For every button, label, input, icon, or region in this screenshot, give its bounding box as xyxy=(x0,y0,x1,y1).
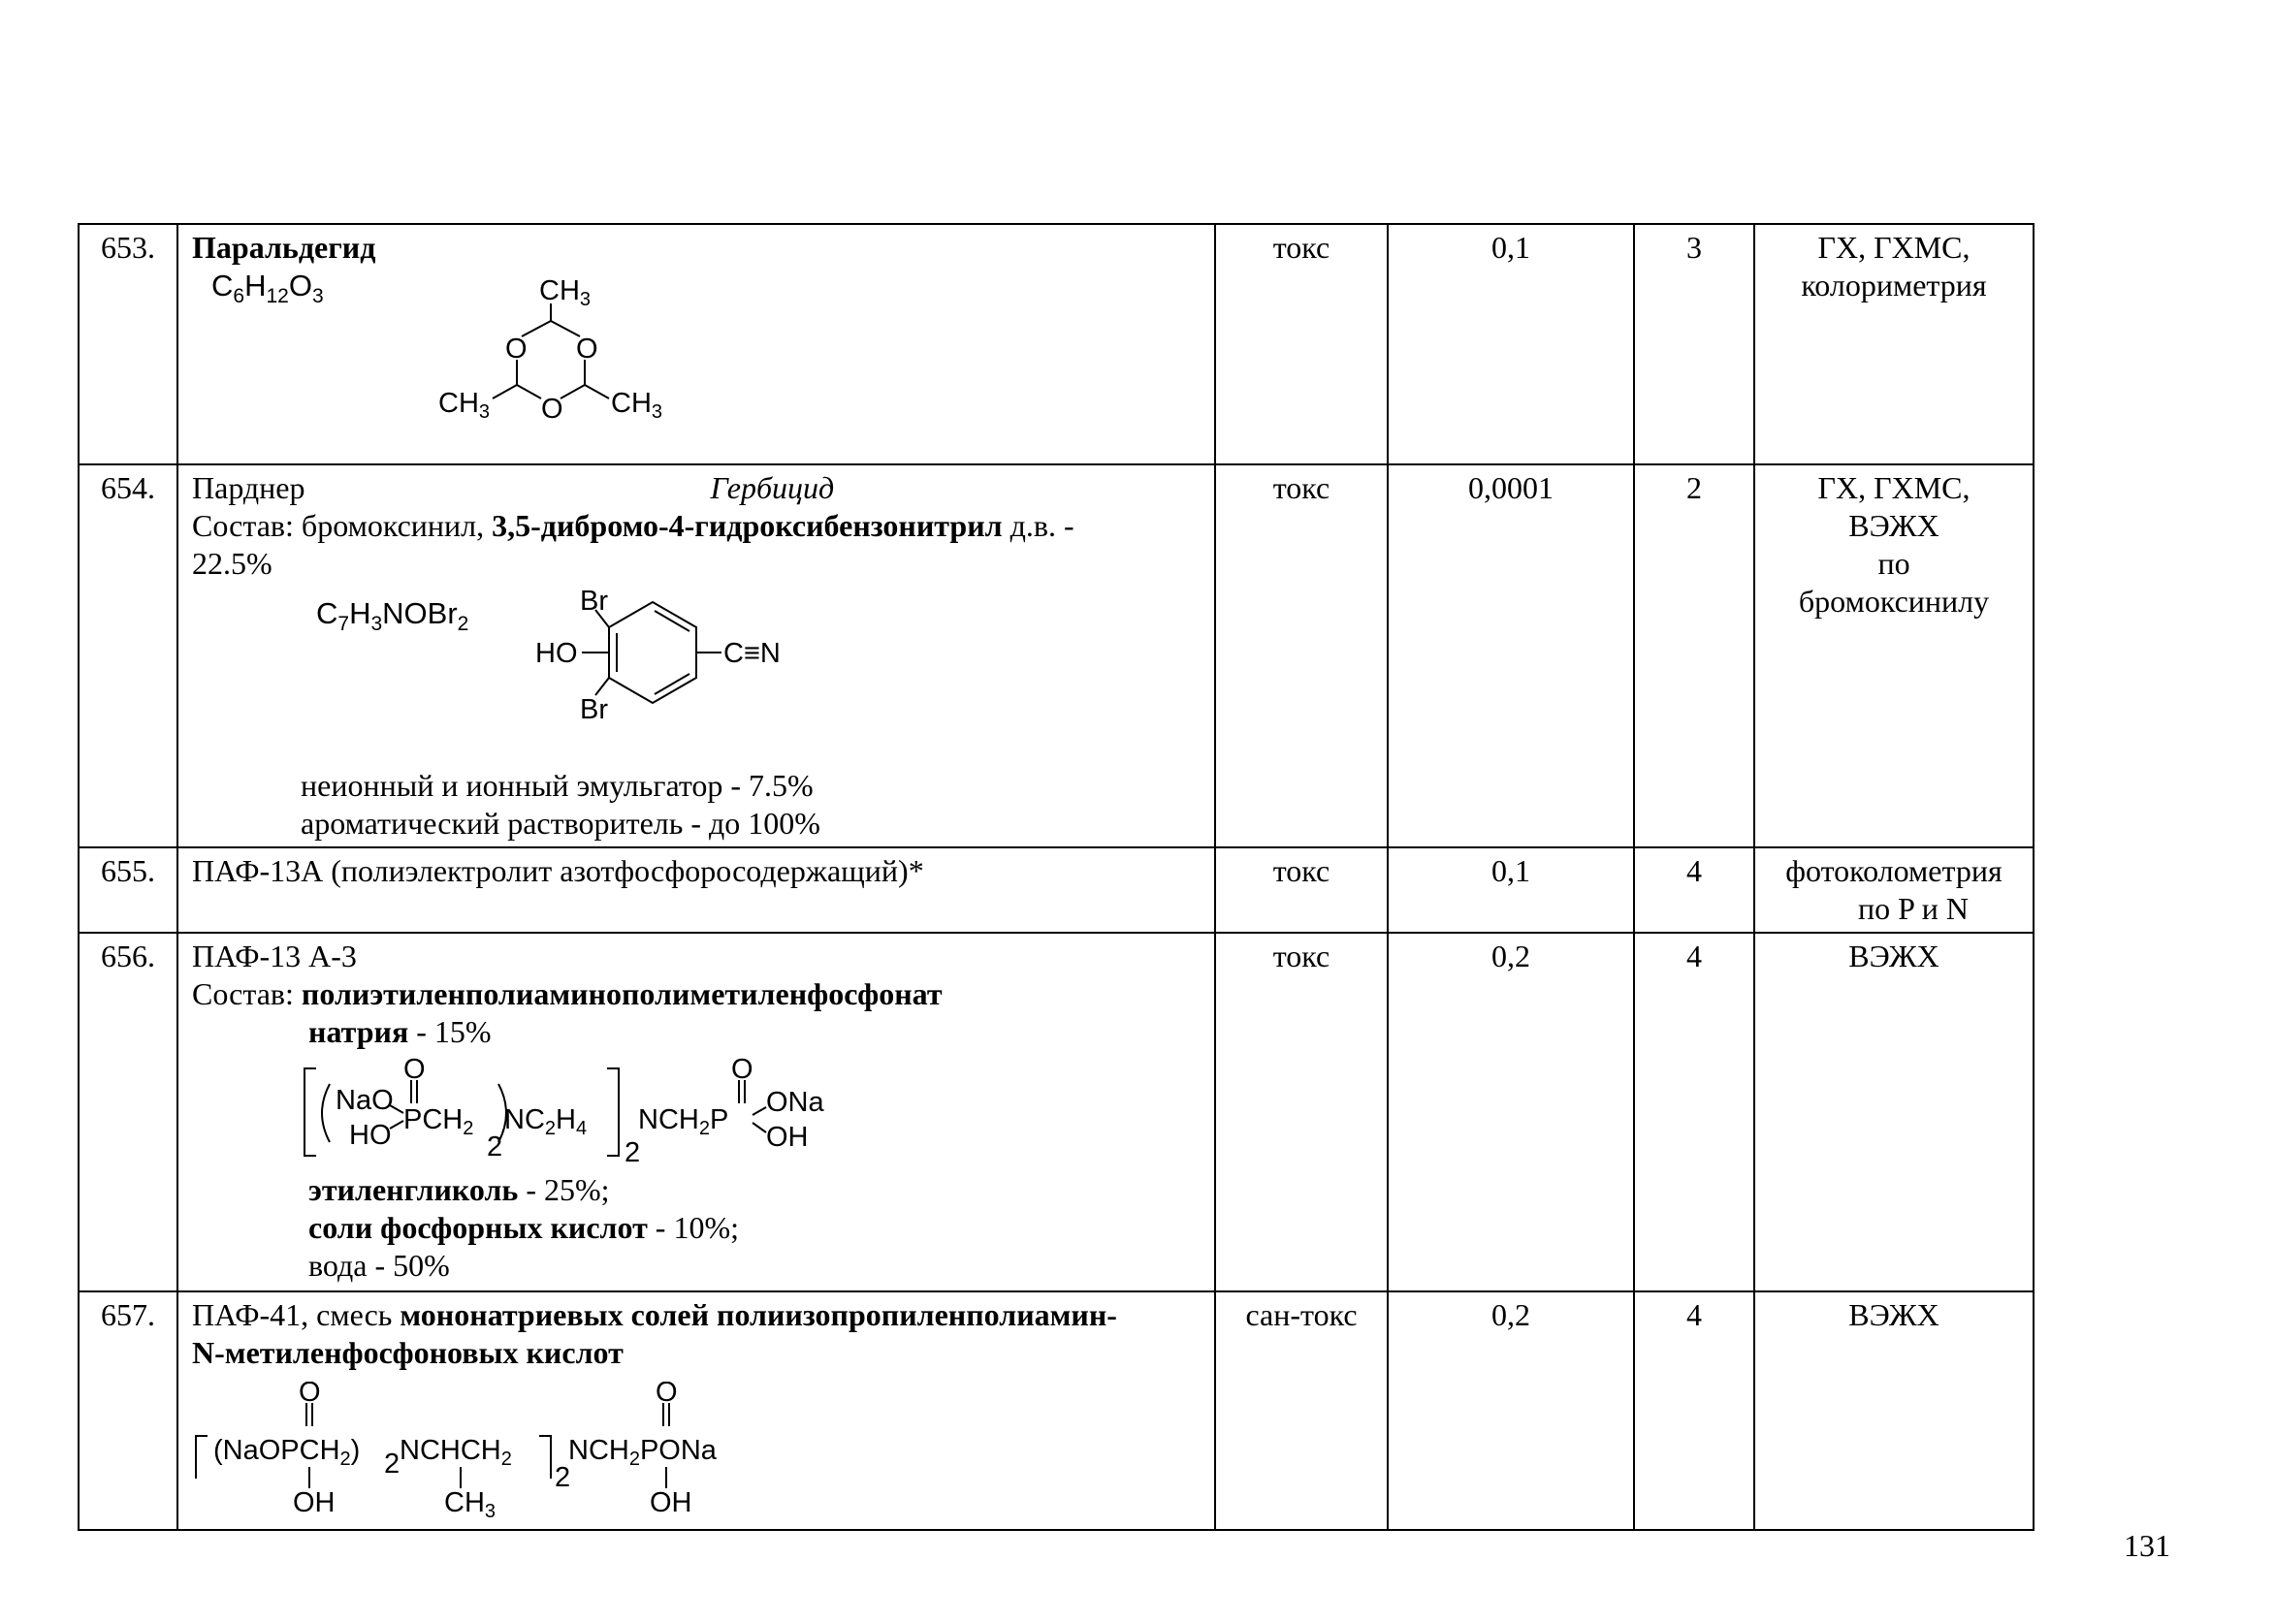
composition-suffix: д.в. - xyxy=(1002,508,1074,543)
subscript-2: 2 xyxy=(384,1449,401,1480)
paraldehyde-structure xyxy=(425,276,716,422)
row-number: 657. xyxy=(79,1291,177,1530)
ch3-label: $CH_3$ xyxy=(444,1487,497,1517)
paf41-structure xyxy=(192,1382,793,1517)
nch2pona-label: $NCH_2PONa$ xyxy=(568,1435,717,1470)
table-row xyxy=(79,224,2034,464)
method-line: ГХ, ГХМС, xyxy=(1817,230,1971,265)
composition xyxy=(192,975,1201,1013)
bromoxynil-structure xyxy=(531,583,842,767)
name-prefix: ПАФ-41, смесь xyxy=(192,1297,401,1332)
table-row xyxy=(79,847,2034,933)
row-number: 653. xyxy=(79,224,177,464)
oxo-label: O xyxy=(731,1055,753,1085)
component-name: этиленгликоль xyxy=(308,1172,519,1207)
substance-name xyxy=(192,1296,1201,1334)
oxo-label: O xyxy=(656,1382,678,1408)
component-percent: - 25%; xyxy=(518,1172,610,1207)
row-number: 654. xyxy=(79,464,177,847)
toxicity-class: сан-токс xyxy=(1215,1291,1388,1530)
composition-percent: - 15% xyxy=(408,1014,492,1049)
ho-label: HO xyxy=(535,638,578,669)
hazard-class: 4 xyxy=(1634,847,1754,933)
hazard-class: 3 xyxy=(1634,224,1754,464)
composition-extra xyxy=(192,1171,1201,1209)
row-number: 655. xyxy=(79,847,177,933)
nitrile-label: C≡N xyxy=(723,638,781,669)
ho-label: HO xyxy=(349,1120,392,1151)
br-top-label: Br xyxy=(580,586,608,617)
oh-label: OH xyxy=(766,1122,809,1153)
method-line: ВЭЖХ xyxy=(1848,1297,1939,1332)
toxicity-class: токс xyxy=(1215,224,1388,464)
limit-value: 0,2 xyxy=(1388,933,1634,1291)
ch3-right-label: $CH_3$ xyxy=(611,388,663,423)
oh-label: OH xyxy=(293,1487,336,1517)
composition-prefix: Состав: бромоксинил, xyxy=(192,508,493,543)
table-row xyxy=(79,464,2034,847)
subscript-2: 2 xyxy=(487,1131,503,1162)
substance-cell xyxy=(177,933,1215,1291)
substance-type: Гербицид xyxy=(710,470,835,505)
oxo-label: O xyxy=(403,1055,426,1085)
substances-table xyxy=(78,223,2035,1531)
method-line: колориметрия xyxy=(1801,268,1987,303)
o-right-label: O xyxy=(576,334,598,366)
oxo-label: O xyxy=(299,1382,321,1408)
limit-value: 0,0001 xyxy=(1388,464,1634,847)
nc2h4-label: $NC_2H_4$ xyxy=(504,1104,588,1139)
substance-name: ПАФ-13 А-3 xyxy=(192,939,357,973)
component-name: соли фосфорных кислот xyxy=(308,1210,648,1245)
method-line: ВЭЖХ xyxy=(1848,508,1939,543)
composition xyxy=(192,507,1201,545)
analysis-method xyxy=(1754,1291,2034,1530)
composition-extra: вода - 50% xyxy=(308,1248,450,1283)
nch2p-label: $NCH_2P$ xyxy=(638,1104,729,1139)
hazard-class: 4 xyxy=(1634,933,1754,1291)
br-bottom-label: Br xyxy=(580,694,608,725)
method-line: по xyxy=(1877,546,1910,581)
pch2-label: $PCH_2$ xyxy=(403,1104,474,1139)
composition-prefix: Состав: xyxy=(192,976,302,1011)
nao-label: NaO xyxy=(336,1085,394,1116)
hazard-class: 2 xyxy=(1634,464,1754,847)
method-line: ГХ, ГХМС, xyxy=(1817,470,1971,505)
substance-name-line xyxy=(192,469,1201,507)
page-number: 131 xyxy=(2124,1528,2170,1563)
component-percent: - 10%; xyxy=(647,1210,739,1245)
name-bold: мононатриевых солей полиизопропиленполиамин- xyxy=(400,1297,1117,1332)
composition-extra xyxy=(192,1209,1201,1247)
limit-value: 0,1 xyxy=(1388,847,1634,933)
composition-percent: 22.5% xyxy=(192,546,272,581)
analysis-method xyxy=(1754,224,2034,464)
main-chain-left: (NaOPCH$_2$) xyxy=(213,1435,361,1470)
method-line: фотоколометрия xyxy=(1785,853,2003,888)
active-substance: 3,5-дибромо-4-гидроксибензонитрил xyxy=(492,508,1003,543)
limit-value: 0,2 xyxy=(1388,1291,1634,1530)
analysis-method xyxy=(1754,464,2034,847)
toxicity-class: токс xyxy=(1215,933,1388,1291)
substance-name: Парднер xyxy=(192,470,305,505)
active-substance: полиэтиленполиаминополиметиленфосфонат xyxy=(301,976,943,1011)
substance-cell xyxy=(177,464,1215,847)
paf13-structure xyxy=(301,1055,902,1171)
active-substance-cont: натрия xyxy=(308,1014,409,1049)
table-row xyxy=(79,1291,2034,1530)
ona-label: ONa xyxy=(766,1087,824,1118)
ch3-left-label: $CH_3$ xyxy=(438,388,491,423)
method-line: бромоксинилу xyxy=(1798,584,1990,619)
nchch2-label: $NCHCH_2$ xyxy=(400,1435,512,1470)
name-bold-cont: N-метиленфосфоновых кислот xyxy=(192,1335,624,1370)
method-line: ВЭЖХ xyxy=(1848,939,1939,973)
toxicity-class: токс xyxy=(1215,847,1388,933)
composition-extra: ароматический растворитель - до 100% xyxy=(301,806,820,841)
oh-label: OH xyxy=(650,1487,692,1517)
substance-cell xyxy=(177,1291,1215,1530)
substance-cell xyxy=(177,224,1215,464)
composition-extra: неионный и ионный эмульгатор - 7.5% xyxy=(301,768,814,803)
substance-name: Паральдегид xyxy=(192,230,376,265)
composition-line xyxy=(192,1013,1201,1051)
toxicity-class: токс xyxy=(1215,464,1388,847)
limit-value: 0,1 xyxy=(1388,224,1634,464)
subscript-2: 2 xyxy=(625,1137,641,1168)
o-bottom-label: O xyxy=(541,394,563,423)
method-line: по P и N xyxy=(1858,891,1969,926)
hazard-class: 4 xyxy=(1634,1291,1754,1530)
molecular-formula: $C_6H_{12}O_3$ xyxy=(211,269,324,308)
table-row xyxy=(79,933,2034,1291)
row-number: 656. xyxy=(79,933,177,1291)
o-left-label: O xyxy=(505,334,528,366)
structure-area xyxy=(192,583,1201,767)
analysis-method xyxy=(1754,933,2034,1291)
analysis-method xyxy=(1754,847,2034,933)
subscript-2: 2 xyxy=(555,1462,571,1493)
molecular-formula: $C_7H_3NOBr_2$ xyxy=(316,596,469,636)
ch3-top-label: $CH_3$ xyxy=(539,276,592,311)
substance-name: ПАФ-13А (полиэлектролит азотфосфоросодержащий)* xyxy=(177,847,1215,933)
